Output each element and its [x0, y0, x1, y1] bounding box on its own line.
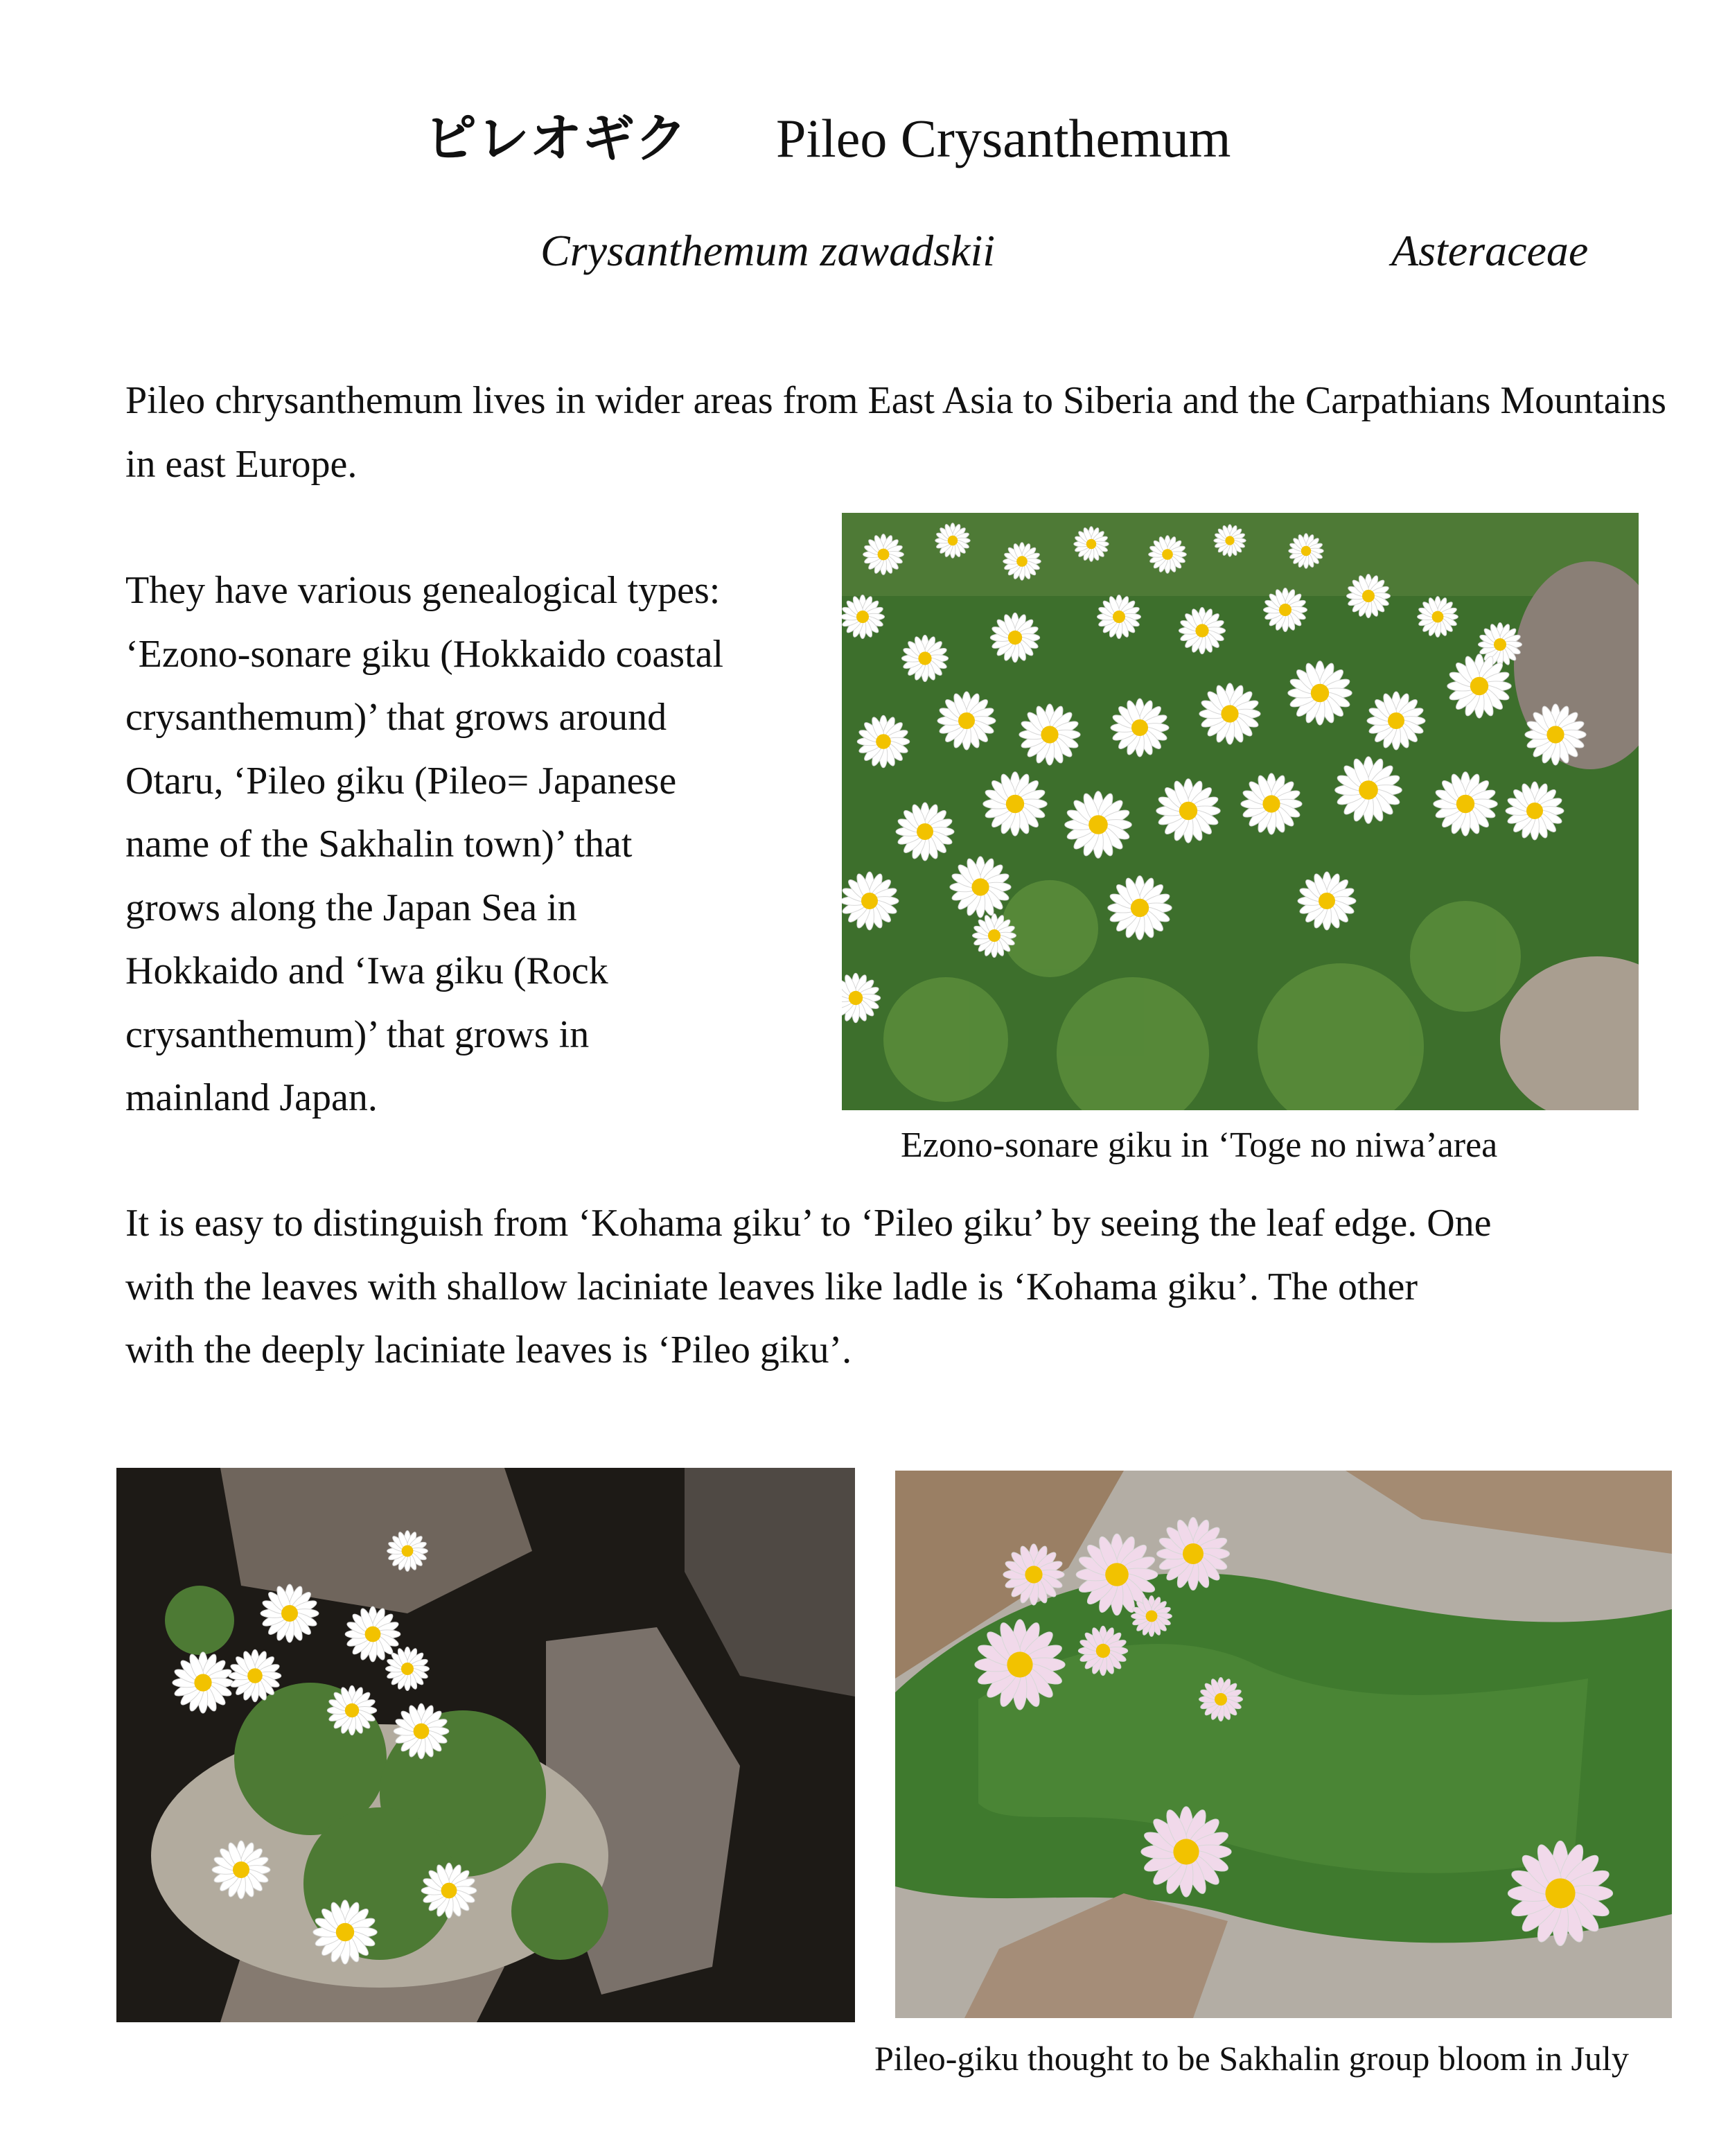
daisy-flower — [1506, 782, 1564, 840]
daisy-flower — [973, 914, 1016, 958]
types-line: ‘Ezono-sonare giku (Hokkaido coastal — [125, 632, 724, 676]
daisy-flower — [313, 1900, 377, 1964]
daisy-flower — [387, 1531, 428, 1572]
photo-rock-garden-daisies — [116, 1468, 855, 2022]
daisy-flower — [1335, 757, 1402, 824]
daisy-flower — [327, 1685, 376, 1735]
daisy-flower — [1298, 872, 1356, 930]
daisy-flower — [394, 1703, 449, 1759]
daisy-flower — [857, 715, 910, 768]
daisy-flower — [983, 772, 1047, 836]
daisy-flower — [901, 635, 948, 681]
daisy-flower — [1003, 543, 1041, 581]
daisy-flower — [1367, 692, 1425, 750]
daisy-flower — [1418, 597, 1458, 638]
daisy-flower — [1149, 536, 1187, 574]
daisy-flower — [1108, 876, 1172, 940]
scientific-name: Crysanthemum zawadskii — [540, 226, 995, 275]
daisy-flower — [1141, 1807, 1231, 1897]
types-line: mainland Japan. — [125, 1076, 378, 1119]
daisy-flower — [1078, 1626, 1127, 1675]
daisy-flower — [212, 1841, 270, 1899]
daisy-flower — [1157, 1518, 1230, 1590]
types-paragraph — [125, 559, 846, 1130]
daisy-flower — [937, 692, 996, 750]
distinguish-line: with the leaves with shallow laciniate leaves like ladle is ‘Kohama giku’. The other — [125, 1265, 1418, 1308]
daisy-flower — [1525, 704, 1586, 765]
daisy-flower — [1447, 654, 1511, 718]
intro-paragraph: Pileo chrysanthemum lives in wider areas from East Asia to Siberia and the Carpathians Mountains in east Europe. — [125, 379, 1666, 486]
daisy-flower — [1131, 1596, 1172, 1637]
daisy-flower — [1003, 1544, 1064, 1605]
daisy-flower — [1065, 791, 1132, 859]
daisy-flower — [1019, 704, 1080, 765]
photo-sakhalin-pink-daisies — [895, 1471, 1672, 2018]
daisy-flower — [1264, 588, 1307, 632]
caption-bottom-photos: Pileo-giku thought to be Sakhalin group bloom in July — [874, 2039, 1629, 2078]
types-line: crysanthemum)’ that grows in — [125, 1013, 590, 1056]
daisy-flower — [842, 872, 899, 930]
daisy-flower — [421, 1863, 477, 1918]
daisy-flower — [950, 857, 1011, 918]
daisy-flower — [863, 534, 904, 575]
types-line: Otaru, ‘Pileo giku (Pileo= Japanese — [125, 759, 677, 803]
daisy-flower — [1508, 1841, 1612, 1945]
daisy-flower — [990, 613, 1039, 662]
daisy-flower — [1097, 595, 1141, 639]
daisy-flower — [842, 595, 885, 639]
daisy-flower — [1479, 623, 1522, 667]
daisy-flower — [261, 1584, 319, 1642]
daisy-flower — [1179, 607, 1225, 654]
page-title-english: Pileo Crysanthemum — [776, 108, 1231, 168]
daisy-flower — [173, 1652, 233, 1713]
distinguish-line: with the deeply laciniate leaves is ‘Pileo giku’. — [125, 1329, 852, 1371]
daisy-flower — [1111, 699, 1169, 757]
page-title-japanese: ピレオギク — [424, 107, 687, 169]
daisy-flower — [1214, 525, 1246, 556]
types-line: They have various genealogical types: — [125, 569, 721, 612]
daisy-flower — [1156, 779, 1220, 843]
daisy-flower — [386, 1647, 430, 1691]
daisy-flower — [1288, 661, 1352, 725]
daisy-flower — [1434, 772, 1497, 836]
daisy-flower — [1289, 534, 1323, 568]
daisy-flower — [1199, 683, 1260, 744]
daisy-flower — [229, 1649, 281, 1702]
distinguish-line: It is easy to distinguish from ‘Kohama giku’ to ‘Pileo giku’ by seeing the leaf edge. One — [125, 1202, 1492, 1245]
distinguish-paragraph — [125, 1192, 1677, 1383]
types-line: Hokkaido and ‘Iwa giku (Rock — [125, 949, 608, 992]
types-line: crysanthemum)’ that grows around — [125, 696, 667, 739]
daisy-flower — [975, 1620, 1065, 1710]
daisy-flower — [935, 523, 970, 558]
plant-family: Asteraceae — [1391, 226, 1589, 275]
daisy-flower — [1241, 773, 1302, 834]
daisy-flower — [1347, 575, 1391, 618]
types-line: grows along the Japan Sea in — [125, 886, 577, 929]
daisy-flower — [896, 803, 954, 861]
daisy-flower — [1199, 1678, 1243, 1721]
caption-top-photo: Ezono-sonare giku in ‘Toge no niwa’area — [901, 1125, 1498, 1165]
types-line: name of the Sakhalin town)’ that — [125, 823, 633, 866]
daisy-flower — [1074, 527, 1109, 561]
photo-ezono-sonare-giku — [842, 513, 1639, 1110]
